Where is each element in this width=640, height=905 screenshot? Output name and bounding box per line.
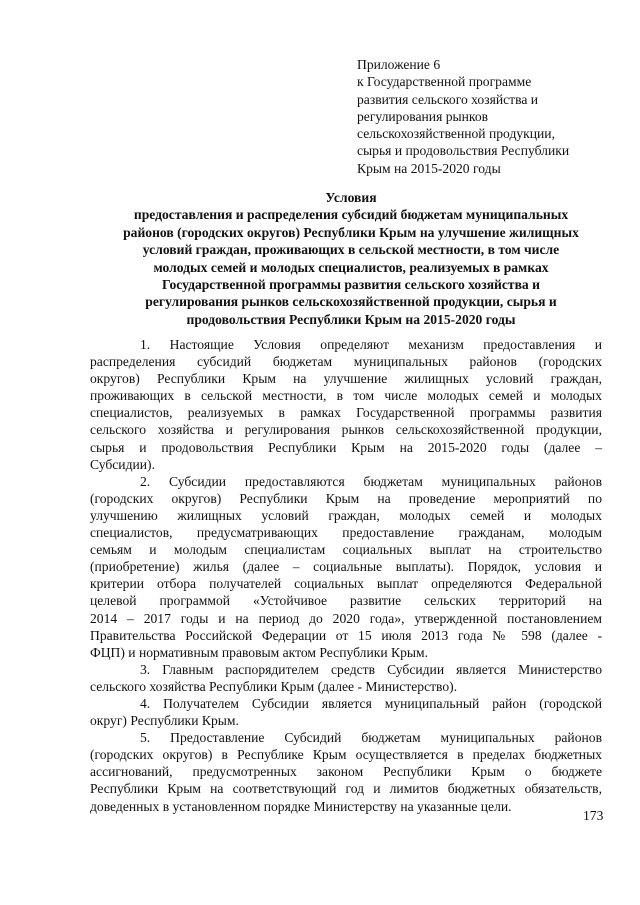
text-line: 3. Главным распорядителем средств Субсидии является Министерство [140,661,602,677]
title-line: Государственной программы развития сельского хозяйства и [162,277,540,293]
text-line: 5. Предоставление Субсидий бюджетам муниципальных районов [140,730,602,746]
text-line: (городских округов) в Республике Крым осуществляется в пределах бюджетных [90,747,602,763]
page-number: 173 [583,808,604,823]
text-line: критерии отбора получателей социальных выплат определяются Федеральной [90,576,602,592]
appendix-line: развития сельского хозяйства и [357,91,539,107]
text-line: специалистов, реализуемых в рамках Государственной программы развития [90,405,602,421]
title-line: регулирования рынков сельскохозяйственной продукции, сырья и [145,294,557,310]
title-line: условий граждан, проживающих в сельской местности, в том числе [142,242,560,258]
text-line: 1. Настоящие Условия определяют механизм предоставления и [140,337,602,352]
text-line: (приобретение) жилья (далее – социальные выплаты). Порядок, условия и [90,559,602,575]
text-line: сырья и продовольствия Республики Крым на 2015-2020 годы (далее – [90,439,602,455]
title-line: районов (городских округов) Республики Крым на улучшение жилищных [123,224,579,240]
appendix-line: сельскохозяйственной продукции, [357,126,555,142]
text-line: ФЦП) и нормативным правовым актом Республики Крым. [90,644,428,660]
text-line: доведенных в установленном порядке Министерству на указанные цели. [90,798,512,814]
appendix-line: Приложение 6 [357,57,441,72]
appendix-line: сырья и продовольствия Республики [357,143,570,159]
appendix-line: Крым на 2015-2020 годы [357,160,501,176]
document-body [90,336,602,815]
appendix-line: к Государственной программе [357,74,532,90]
appendix-line: регулирования рынков [357,108,489,124]
paragraph-5 [90,729,602,814]
text-line: распределения субсидий бюджетам муниципальных районов (городских [90,354,602,370]
text-line: 2. Субсидии предоставляются бюджетам муниципальных районов [140,473,602,489]
appendix-header [357,56,607,177]
text-line: проживающих в сельской местности, в том числе молодых семей и молодых [90,388,602,404]
text-line: округ) Республики Крым. [90,713,239,729]
text-line: специалистов, предусматривающих предоставление гражданам, молодым [90,525,602,541]
text-line: семьям и молодым специалистам социальных выплат на строительство [90,542,602,558]
text-line: целевой программой «Устойчивое развитие сельских территорий на [90,593,602,609]
paragraph-2 [90,473,602,661]
text-line: 4. Получателем Субсидии является муниципальный район (городской [140,695,602,711]
title-line: молодых семей и молодых специалистов, реализуемых в рамках [153,259,549,275]
paragraph-3 [90,661,602,695]
title-line: продовольствия Республики Крым на 2015-2020 годы [186,311,516,327]
text-line: сельского хозяйства Республики Крым (далее - Министерство). [90,678,458,694]
text-line: округов) Республики Крым на улучшение жилищных условий граждан, [90,371,602,387]
text-line: Правительства Российской Федерации от 15 июля 2013 года № 598 (далее - [90,627,602,643]
text-line: Субсидии). [90,456,155,472]
text-line: улучшению жилищных условий граждан, молодых семей и молодых [90,507,602,523]
title-line: предоставления и распределения субсидий бюджетам муниципальных [133,207,569,223]
text-line: 2014 – 2017 годы и на период до 2020 года», утвержденной постановлением [90,610,602,626]
paragraph-1 [90,336,602,473]
document-title [90,189,612,328]
text-line: сельского хозяйства и регулирования рынков сельскохозяйственной продукции, [90,422,602,438]
paragraph-4 [90,695,602,729]
text-line: ассигнований, предусмотренных законом Республики Крым о бюджете [90,764,602,780]
text-line: Республики Крым на соответствующий год и лимитов бюджетных обязательств, [90,781,602,797]
title-heading: Условия [325,190,377,205]
text-line: (городских округов) Республики Крым на проведение мероприятий по [90,490,602,506]
